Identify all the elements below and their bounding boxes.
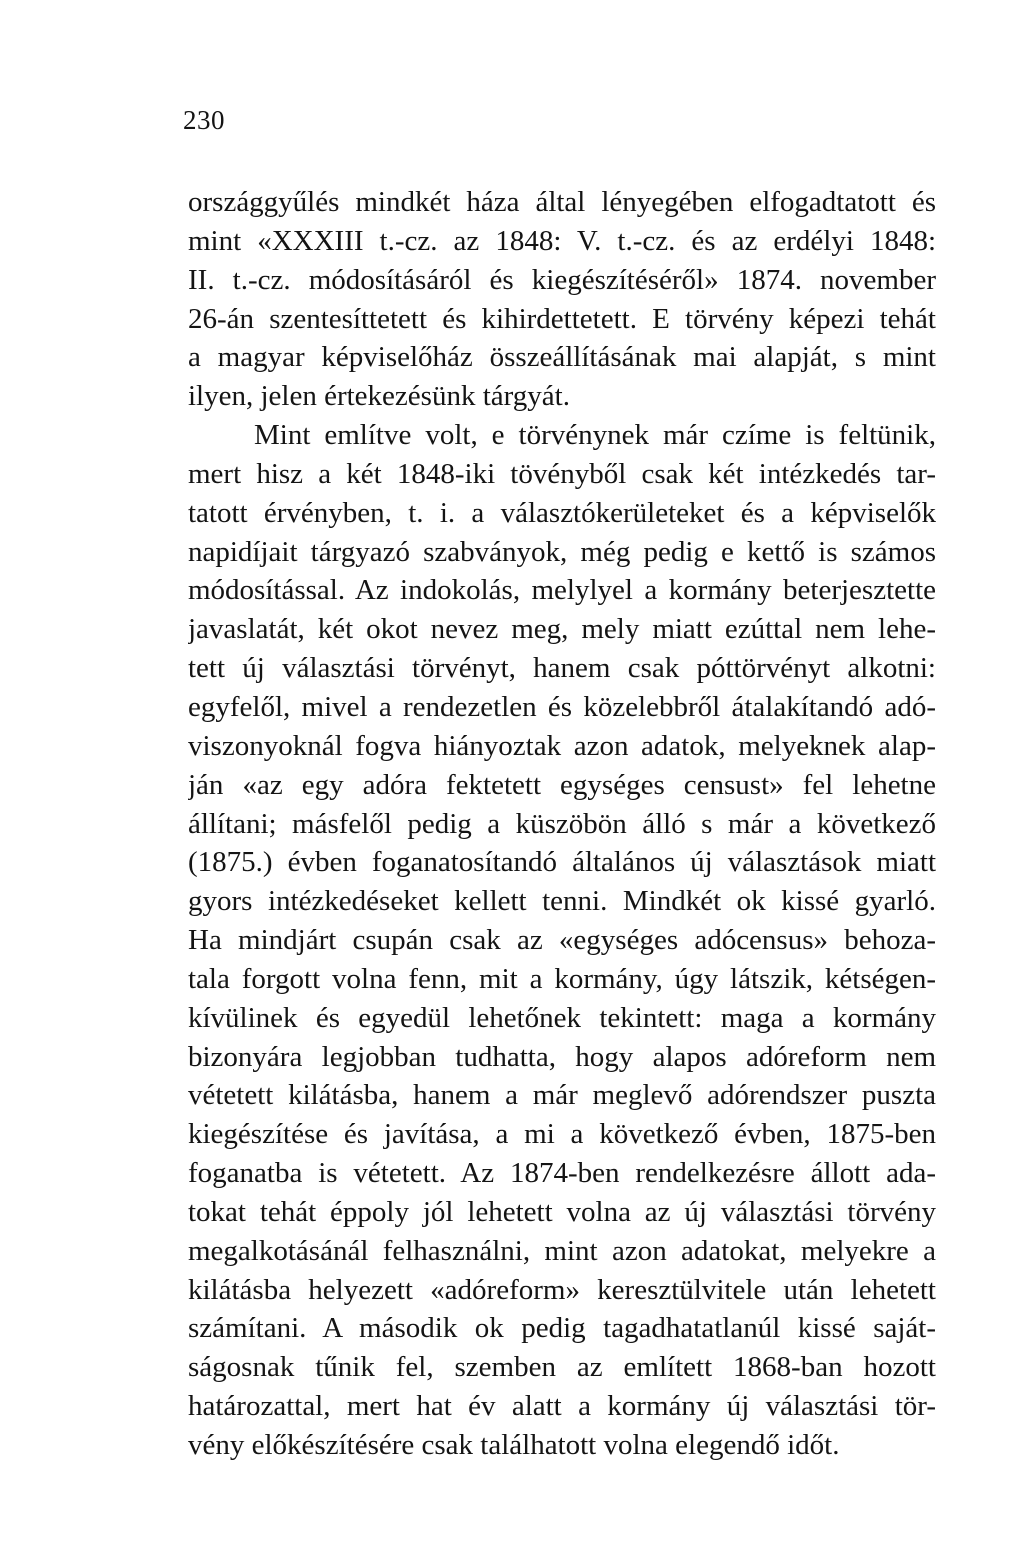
text-line: kiegészítése és javítása, a mi a következő évben, 1875-ben — [188, 1118, 936, 1151]
text-line: kívülinek és egyedül lehetőnek tekintett: maga a kormány — [188, 1001, 936, 1034]
text-line: egyfelől, mivel a rendezetlen és közelebbről átalakítandó adó- — [188, 690, 936, 723]
text-line: vétetett kilátásba, hanem a már meglevő adórendszer puszta — [188, 1079, 936, 1112]
text-line: kilátásba helyezett «adóreform» keresztülvitele után lehetett — [188, 1273, 936, 1306]
text-line: tala forgott volna fenn, mit a kormány, úgy látszik, kétségen- — [188, 962, 936, 995]
text-line: napidíjait tárgyazó szabványok, még pedig e kettő is számos — [188, 535, 936, 568]
text-line: megalkotásánál felhasználni, mint azon adatokat, melyekre a — [188, 1234, 936, 1267]
text-line: módosítással. Az indokolás, melylyel a kormány beterjesztette — [188, 574, 936, 607]
text-line: 26-án szentesíttetett és kihirdettetett. E törvény képezi tehát — [188, 302, 936, 335]
text-line: tett új választási törvényt, hanem csak póttörvényt alkotni: — [188, 652, 936, 685]
paragraph-end-line: vény előkészítésére csak találhatott volna elegendő időt. — [188, 1429, 840, 1461]
text-line: (1875.) évben foganatosítandó általános új választások miatt — [188, 846, 936, 879]
text-line: gyors intézkedéseket kellett tenni. Mindkét ok kissé gyarló. — [188, 885, 936, 918]
text-line: tatott érvényben, t. i. a választókerületeket és a képviselők — [188, 496, 936, 529]
text-line: országgyűlés mindkét háza által lényegében elfogadtatott és — [188, 186, 936, 218]
text-line: Ha mindjárt csupán csak az «egységes adócensus» behoza- — [188, 924, 936, 957]
text-line: határozattal, mert hat év alatt a kormány új választási tör- — [188, 1390, 936, 1423]
text-line: tokat tehát éppoly jól lehetett volna az új választási törvény — [188, 1195, 936, 1228]
text-line: ján «az egy adóra fektetett egységes censust» fel lehetne — [188, 768, 936, 801]
text-line: mint «XXXIII t.-cz. az 1848: V. t.-cz. és az erdélyi 1848: — [188, 224, 936, 257]
text-line: foganatba is vétetett. Az 1874-ben rendelkezésre állott ada- — [188, 1157, 936, 1190]
text-line: számítani. A második ok pedig tagadhatatlanúl kissé saját- — [188, 1312, 936, 1345]
text-line: bizonyára legjobban tudhatta, hogy alapos adóreform nem — [188, 1040, 936, 1073]
text-line: ságosnak tűnik fel, szemben az említett 1868-ban hozott — [188, 1351, 936, 1384]
text-line: mert hisz a két 1848-iki tövényből csak két intézkedés tar- — [188, 457, 936, 490]
text-line: a magyar képviselőház összeállításának mai alapját, s mint — [188, 341, 936, 374]
body-text — [188, 183, 936, 1465]
page-number: 230 — [183, 105, 225, 135]
text-line: javaslatát, két okot nevez meg, mely miatt ezúttal nem lehe- — [188, 613, 936, 646]
paragraph-end-line: ilyen, jelen értekezésünk tárgyát. — [188, 380, 570, 413]
text-line: állítani; másfelől pedig a küszöbön álló s már a következő — [188, 807, 936, 840]
text-line: II. t.-cz. módosításáról és kiegészítéséről» 1874. november — [188, 263, 936, 296]
paragraph-start-line: Mint említve volt, e törvénynek már czíme is feltünik, — [254, 419, 936, 452]
text-line: viszonyoknál fogva hiányoztak azon adatok, melyeknek alap- — [188, 729, 936, 762]
